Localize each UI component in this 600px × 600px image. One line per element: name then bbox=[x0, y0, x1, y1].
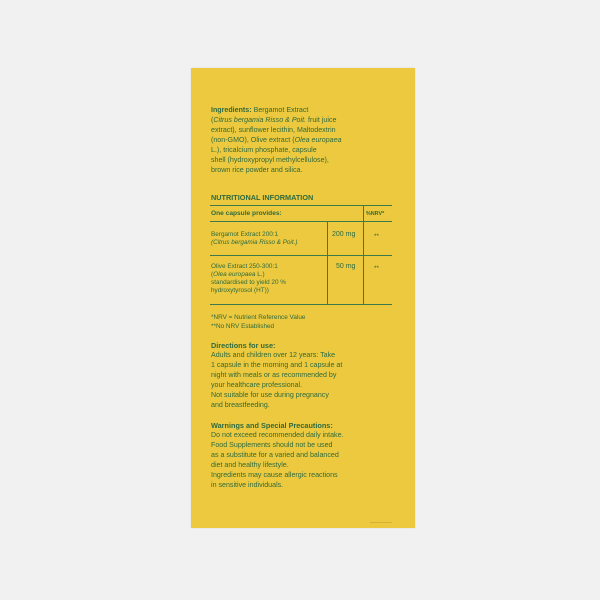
row-2-latin-line bbox=[211, 271, 265, 279]
panel-fold-mark bbox=[370, 522, 392, 523]
warnings-line-3: as a substitute for a varied and balanced bbox=[211, 451, 339, 459]
ingredients-line-1 bbox=[211, 106, 308, 116]
footnote-nrv: *NRV = Nutrient Reference Value bbox=[211, 314, 306, 321]
ingredients-line-7: brown rice powder and silica. bbox=[211, 166, 303, 174]
row-2-latin-suffix: L.) bbox=[255, 271, 265, 278]
row-2-extra-2: hydroxytyrosol (HT)) bbox=[211, 287, 269, 294]
ingredients-line-3: extract), sunflower lecithin, Maltodextrin bbox=[211, 126, 336, 134]
nutrition-heading: NUTRITIONAL INFORMATION bbox=[211, 193, 314, 202]
ingredients-line-5: L.), tricalcium phosphate, capsule bbox=[211, 146, 317, 154]
warnings-line-4: diet and healthy lifestyle. bbox=[211, 461, 289, 469]
directions-line-6: and breastfeeding. bbox=[211, 401, 270, 409]
ingredients-text-2: fruit juice bbox=[308, 116, 337, 124]
warnings-line-1: Do not exceed recommended daily intake. bbox=[211, 431, 344, 439]
ingredients-latin-2: Olea europaea bbox=[294, 136, 342, 144]
table-header-left: One capsule provides: bbox=[211, 210, 282, 217]
row-1-latin: (Citrus bergamia Risso & Poit.) bbox=[211, 239, 298, 246]
table-col-divider-2 bbox=[363, 205, 364, 304]
ingredients-text-1: Bergamot Extract bbox=[253, 106, 309, 114]
directions-line-3: night with meals or as recommended by bbox=[211, 371, 337, 379]
warnings-line-6: in sensitive individuals. bbox=[211, 481, 284, 489]
warnings-heading: Warnings and Special Precautions: bbox=[211, 421, 333, 430]
row-2-nrv: ** bbox=[374, 265, 379, 272]
warnings-line-2: Food Supplements should not be used bbox=[211, 441, 333, 449]
row-2-extra-1: standardised to yield 20 % bbox=[211, 279, 286, 286]
directions-heading: Directions for use: bbox=[211, 341, 276, 350]
row-2-latin: Olea europaea bbox=[213, 271, 256, 278]
table-top-rule bbox=[210, 205, 392, 206]
warnings-line-5: Ingredients may cause allergic reactions bbox=[211, 471, 338, 479]
ingredients-latin-1: Citrus bergamia Risso & Poit. bbox=[213, 116, 307, 124]
ingredients-label: Ingredients: bbox=[211, 106, 252, 114]
row-1-name: Bergamot Extract 200:1 bbox=[211, 231, 279, 238]
table-bottom-rule bbox=[210, 304, 392, 305]
directions-line-1: Adults and children over 12 years: Take bbox=[211, 351, 336, 359]
table-row-rule bbox=[210, 255, 392, 256]
ingredients-line-4 bbox=[211, 136, 342, 146]
ingredients-line-2: (Citrus bergamia Risso & Poit. fruit juice bbox=[211, 116, 337, 124]
table-header-right: %NRV* bbox=[366, 211, 385, 217]
row-1-amount: 200 mg bbox=[332, 231, 356, 238]
footnote-no-nrv: **No NRV Established bbox=[211, 323, 275, 330]
ingredients-line-6: shell (hydroxypropyl methylcellulose), bbox=[211, 156, 329, 164]
directions-line-2: 1 capsule in the morning and 1 capsule at bbox=[211, 361, 343, 369]
directions-line-5: Not suitable for use during pregnancy bbox=[211, 391, 329, 399]
row-2-amount: 50 mg bbox=[336, 263, 356, 270]
ingredients-text-4: (non-GMO), Olive extract ( bbox=[211, 136, 295, 144]
table-header-rule bbox=[210, 221, 392, 222]
row-2-name: Olive Extract 250-300:1 bbox=[211, 263, 278, 270]
row-2-latin-prefix: ( bbox=[211, 271, 214, 278]
table-col-divider-1 bbox=[327, 221, 328, 304]
row-1-nrv: ** bbox=[374, 233, 379, 240]
directions-line-4: your healthcare professional. bbox=[211, 381, 303, 389]
